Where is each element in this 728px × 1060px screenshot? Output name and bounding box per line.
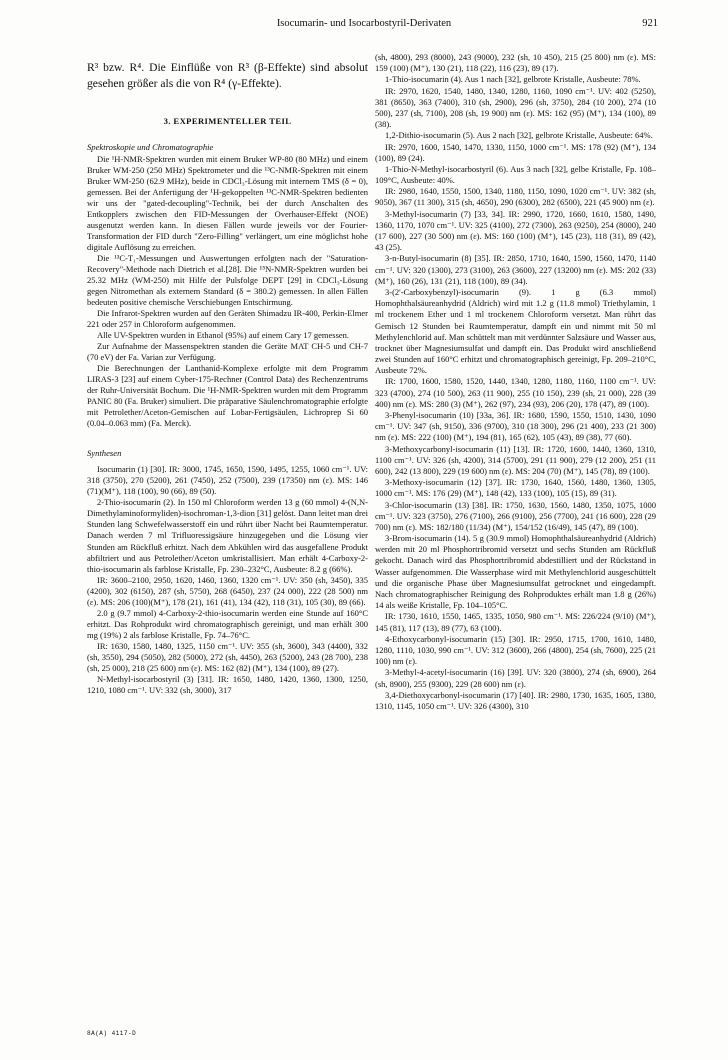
paragraph: 1-Thio-N-Methyl-isocarbostyril (6). Aus 3 nach [32], gelbe Kristalle, Fp. 108–109°C, Ausbeute: 40%.	[375, 163, 656, 186]
paragraph: IR: 2980, 1640, 1550, 1500, 1340, 1180, 1150, 1090, 1020 cm⁻¹. UV: 382 (sh, 9050), 367 (11 300), 315 (sh, 4650), 290 (6300), 282 (6500), 221 (45 900) nm (ε).	[375, 186, 656, 208]
footer-code: 8A(A) 4117-D	[87, 1030, 137, 1037]
paragraph: 3-Phenyl-isocumarin (10) [33a, 36]. IR: 1680, 1590, 1550, 1510, 1430, 1090 cm⁻¹. UV: 347 (sh, 9150), 336 (9700), 310 (18 300), 296 (21 400), 233 (21 300) nm (ε). MS: 222 (100) (M⁺), 194 (81), 165 (62), 105 (43), 89 (38), 77 (60).	[375, 410, 656, 443]
paragraph: 3-Brom-isocumarin (14). 5 g (30.9 mmol) Homophthalsäureanhydrid (Aldrich) werden mit 20 ml Phosphortribromid versetzt und sechs Stunden am Rückfluß gekocht. Danach wird das Phosphortribromid abdestilliert und der Rückstand in Wasser aufgenommen. Die Wasserphase wird mit Methylenchlorid ausgeschüttelt und die organische Phase über Magnesiumsulfat getrocknet und eingedampft. Nach chromatographischer Reinigung des Rohproduktes erhält man 1.8 g (26%) 14 als weiße Kristalle, Fp. 104–105°C.	[375, 533, 656, 611]
paragraph: IR: 2970, 1600, 1540, 1470, 1330, 1150, 1000 cm⁻¹. MS: 178 (92) (M⁺), 134 (100), 89 (24).	[375, 141, 656, 163]
running-head	[0, 18, 728, 32]
paragraph: 3-Chlor-isocumarin (13) [38]. IR: 1750, 1630, 1560, 1480, 1350, 1075, 1000 cm⁻¹. UV: 323 (3750), 276 (7100), 266 (9100), 256 (7700), 241 (16 600), 228 (29 700) nm (ε). MS: 182/180 (11/34) (M⁺), 154/152 (16/49), 145 (47), 89 (100).	[375, 499, 656, 532]
paragraph: Alle UV-Spektren wurden in Ethanol (95%) auf einem Cary 17 gemessen.	[97, 330, 350, 341]
subheading-spectroscopy: Spektroskopie und Chromatographie	[87, 142, 214, 152]
left-column	[87, 52, 368, 696]
paragraph: 3-(2'-Carboxybenzyl)-isocumarin (9). 1 g (6.3 mmol) Homophthalsäureanhydrid (Aldrich) wird mit 1.2 g (11.8 mmol) Triethylamin, 1 ml trockenem Ether und 1 ml trockenem Chloroform versetzt. Man rührt das Gemisch 12 Stunden bei Raumtemperatur, dampft ein und nimmt mit 50 ml Methylenchlorid auf. Man schüttelt man mit verdünnter Salzsäure und Wasser aus, trocknet über Magnesiumsulfat und dampft ein. Das Produkt wird anschließend zwei Stunden auf 160°C erhitzt und chromatographisch gereinigt, Fp. 209–210°C, Ausbeute 72%.	[375, 286, 657, 376]
paragraph: 4-Ethoxycarbonyl-isocumarin (15) [30]. IR: 2950, 1715, 1700, 1610, 1480, 1280, 1110, 1030, 990 cm⁻¹. UV: 312 (3600), 266 (4800), 254 (sh, 7600), 225 (21 100) nm (ε).	[375, 633, 656, 667]
paragraph: 1,2-Dithio-isocumarin (5). Aus 2 nach [32], gelbrote Kristalle, Ausbeute: 64%.	[385, 130, 653, 141]
paragraph: Isocumarin (1) [30]. IR: 3000, 1745, 1650, 1590, 1495, 1255, 1060 cm⁻¹. UV: 318 (3750), 270 (5200), 261 (7450), 252 (7500), 239 (17350) nm (ε). MS: 146 (71)(M⁺), 118 (100), 90 (66), 89 (50).	[87, 464, 368, 497]
paragraph: IR: 1730, 1610, 1550, 1465, 1335, 1050, 980 cm⁻¹. MS: 226/224 (9/10) (M⁺), 145 (81), 117 (13), 89 (77), 63 (100).	[375, 611, 656, 633]
paragraph: N-Methyl-isocarbostyril (3) [31]. IR: 1650, 1480, 1420, 1360, 1300, 1250, 1210, 1080 cm⁻¹. UV: 332 (sh, 3000), 317	[87, 673, 368, 695]
paragraph: 2-Thio-isocumarin (2). In 150 ml Chloroform werden 13 g (60 mmol) 4-(N,N-Dimethylaminoformyliden)-isochroman-1,3-dion [31] gelöst. Dann leitet man drei Stunden lang Schwefelwasserstoff ein und rührt über Nacht bei Raumtemperatur. Danach werden 7 ml Trifluoressigsäure hinzugegeben und die Lösung vier Stunden am Rückfluß erhitzt. Nach dem Abkühlen wird das ausgefallene Produkt abfiltriert und aus Petrolether/Aceton umkristallisiert. Man erhält 4-Carboxy-2-thio-isocumarin als farblose Kristalle, Fp. 230–232°C, Ausbeute: 8.2 g (66%).	[87, 497, 368, 574]
paragraph: Zur Aufnahme der Massenspektren standen die Geräte MAT CH-5 und CH-7 (70 eV) der Fa. Varian zur Verfügung.	[87, 341, 368, 363]
paragraph: 3-n-Butyl-isocumarin (8) [35]. IR: 2850, 1710, 1640, 1590, 1560, 1470, 1140 cm⁻¹. UV: 320 (1300), 273 (3100), 263 (3600), 227 (13200) nm (ε). MS: 202 (33) (M⁺), 160 (26), 131 (21), 118 (100), 89 (34).	[375, 253, 656, 286]
paragraph: Die ¹H-NMR-Spektren wurden mit einem Bruker WP-80 (80 MHz) und einem Bruker WM-250 (250 MHz) Spektrometer und die ¹³C-NMR-Spektren mit einem Bruker WM-250 (62.9 MHz), beide in CDCl₃-Lösung mit internem TMS (δ = 0), gemessen. Bei der Anfertigung der ¹H-gekoppelten ¹³C-NMR-Spektren bedienten wir uns der "gated-decoupling"-Technik, bei der durch Anschalten des Entkopplers zwischen den FID-Messungen der Overhauser-Effekt (NOE) ausgenutzt werden kann. In diesen Fällen wurde jeweils vor der Fourier-Transformation der FID durch "Zero-Filling" verlängert, um eine möglichst hohe digitale Auflösung zu erreichen.	[87, 154, 368, 253]
paragraph: 3-Methyl-4-acetyl-isocumarin (16) [39]. UV: 320 (3800), 274 (sh, 6900), 264 (sh, 8900), 255 (9300), 229 (28 600) nm (ε).	[375, 667, 656, 689]
paragraph: 1-Thio-isocumarin (4). Aus 1 nach [32], gelbrote Kristalle, Ausbeute: 78%.	[385, 74, 641, 85]
paragraph: Die Infrarot-Spektren wurden auf den Geräten Shimadzu IR-400, Perkin-Elmer 221 oder 257 in Chloroform aufgenommen.	[87, 308, 368, 330]
page-number: 921	[642, 18, 658, 29]
paragraph: 3-Methoxycarbonyl-isocumarin (11) [13]. IR: 1720, 1600, 1440, 1360, 1310, 1100 cm⁻¹. UV: 326 (sh, 4200), 314 (5700), 291 (11 900), 279 (12 200), 251 (11 600), 242 (13 800), 229 (19 600) nm (ε). MS: 204 (70) (M⁺), 145 (78), 89 (100).	[375, 443, 656, 476]
paragraph: 2.0 g (9.7 mmol) 4-Carboxy-2-thio-isocumarin werden eine Stunde auf 160°C erhitzt. Das Rohprodukt wird chromatographisch gereinigt, und man erhält 300 mg (19%) 2 als farblose Kristalle, Fp. 74–76°C.	[87, 607, 368, 640]
paragraph: IR: 3600–2100, 2950, 1620, 1460, 1360, 1320 cm⁻¹. UV: 350 (sh, 3450), 335 (4200), 302 (6150), 287 (sh, 5750), 268 (6450), 237 (24 000), 222 (28 500) nm (ε). MS: 206 (100)(M⁺), 178 (21), 161 (41), 134 (42), 118 (31), 105 (30), 89 (66).	[87, 574, 368, 607]
paragraph: Die Berechnungen der Lanthanid-Komplexe erfolgte mit dem Programm LIRAS-3 [23] auf einem Cyber-175-Rechner (Control Data) des Rechenzentrums der Ruhr-Universität Bochum. Die ¹H-NMR-Spektren wurden mit dem Programm PANIC 80 (Fa. Bruker) simuliert. Die präparative Säulenchromatographie erfolgte mit Petrolether/Aceton-Gemischen auf Lobar-Fertigsäulen, Lichroprep Si 60 (0.04–0.063 mm) (Fa. Merck).	[87, 363, 368, 429]
running-title: Isocumarin- und Isocarbostyril-Derivaten	[276, 18, 452, 29]
intro-text: R³ bzw. R⁴. Die Einflüße von R³ (β-Effekte) sind absolut gesehen größer als die von R⁴ (γ-Effekte).	[87, 61, 368, 90]
paragraph: 3-Methoxy-isocumarin (12) [37]. IR: 1730, 1640, 1560, 1480, 1360, 1305, 1000 cm⁻¹. MS: 176 (29) (M⁺), 148 (42), 133 (100), 105 (15), 89 (31).	[375, 477, 656, 499]
section-heading: 3. EXPERIMENTELLER TEIL	[163, 116, 292, 126]
right-column	[375, 52, 656, 712]
paragraph: 3,4-Diethoxycarbonyl-isocumarin (17) [40]. IR: 2980, 1730, 1635, 1605, 1380, 1310, 1145, 1050 cm⁻¹. UV: 326 (4300), 310	[375, 689, 656, 711]
paragraph: IR: 1700, 1600, 1580, 1520, 1440, 1340, 1280, 1180, 1160, 1100 cm⁻¹. UV: 323 (4700), 274 (10 500), 263 (11 900), 255 (10 150), 239 (sh, 21 000), 228 (39 400) nm (ε). MS: 280 (3) (M⁺), 262 (97), 234 (93), 206 (20), 178 (47), 89 (100).	[375, 376, 656, 409]
paragraph: (sh, 4800), 293 (8000), 243 (9000), 232 (sh, 10 450), 215 (25 800) nm (ε). MS: 159 (100) (M⁺), 130 (21), 118 (22), 116 (23), 89 (17).	[375, 52, 656, 74]
paragraph: 3-Methyl-isocumarin (7) [33, 34]. IR: 2990, 1720, 1660, 1610, 1580, 1490, 1360, 1170, 1070 cm⁻¹. UV: 325 (4100), 272 (7300), 263 (9250), 254 (8000), 240 (17 600), 227 (30 500) nm (ε). MS: 160 (100) (M⁺), 145 (23), 118 (31), 89 (42), 43 (25).	[375, 208, 656, 253]
paragraph: IR: 1630, 1580, 1480, 1325, 1150 cm⁻¹. UV: 355 (sh, 3600), 343 (4400), 332 (sh, 3550), 294 (5050), 282 (5000), 272 (sh, 4450), 263 (5200), 243 (28 700), 238 (sh, 25 000), 218 (25 600) nm (ε). MS: 162 (82) (M⁺), 134 (100), 89 (27).	[87, 640, 368, 673]
subheading-synthesis: Synthesen	[87, 448, 122, 459]
paragraph: Die ¹³C-T₁-Messungen und Auswertungen erfolgten nach der "Saturation-Recovery"-Methode nach Dietrich et al.[28]. Die ¹⁵N-NMR-Spektren wurden bei 25.32 MHz (WM-250) mit Hilfe der Pulsfolge DEPT [29] in CDCl₃-Lösung gegen Nitromethan als externem Standard (δ = 380.2) gemessen. In allen Fällen bedeuten positive chemische Verschiebungen Entschirmung.	[87, 253, 368, 308]
paragraph: IR: 2970, 1620, 1540, 1480, 1340, 1280, 1160, 1090 cm⁻¹. UV: 402 (5250), 381 (8650), 363 (7400), 310 (sh, 2900), 296 (sh, 3750), 284 (10 200), 274 (10 500), 237 (sh, 7100), 208 (sh, 19 900) nm (ε). MS: 162 (95) (M⁺), 134 (100), 89 (38).	[375, 85, 656, 130]
